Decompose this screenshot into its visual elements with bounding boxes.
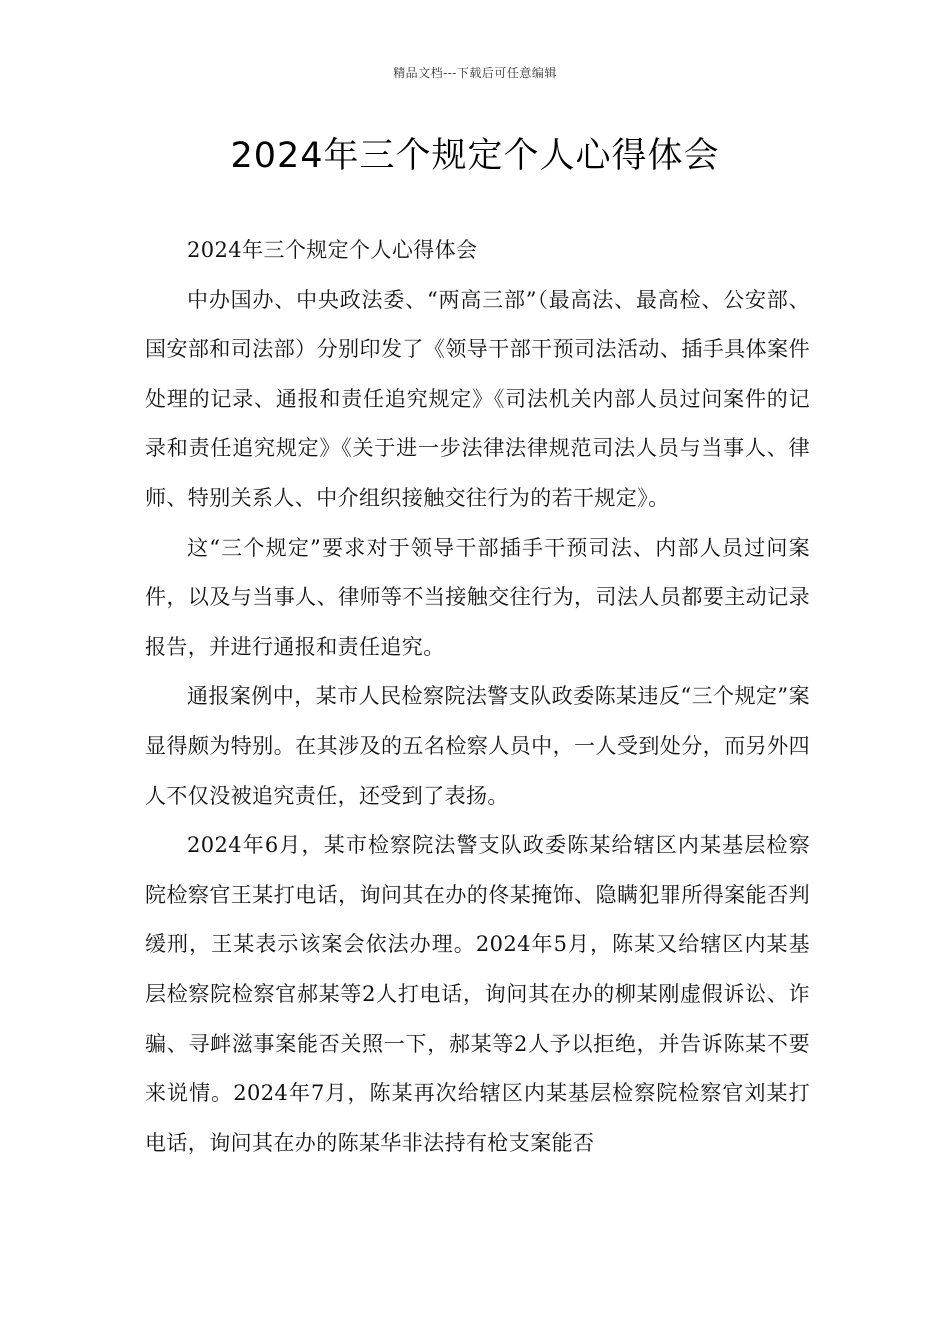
body-paragraph: 中办国办、中央政法委、“两高三部”（最高法、最高检、公安部、国安部和司法部）分别印发了《领导干部干预司法活动、插手具体案件处理的记录、通报和责任追究规定》《司法机关内部人员过问案件的记录和责任追究规定》《关于进一步法律法律规范司法人员与当事人、律师、特别关系人、中介组织接触交往行为的若干规定》。 — [145, 287, 810, 510]
document-body — [145, 226, 810, 1168]
body-paragraph: 通报案例中，某市人民检察院法警支队政委陈某违反“三个规定”案显得颇为特别。在其涉及的五名检察人员中，一人受到处分，而另外四人不仅没被追究责任，还受到了表扬。 — [145, 684, 810, 808]
header-note: 精品文档---下载后可任意编辑 — [393, 66, 557, 80]
body-paragraph: 2024年三个规定个人心得体会 — [187, 238, 478, 262]
body-paragraph: 这“三个规定”要求对于领导干部插手干预司法、内部人员过问案件，以及与当事人、律师等不当接触交往行为，司法人员都要主动记录报告，并进行通报和责任追究。 — [145, 535, 810, 659]
document-title: 2024年三个规定个人心得体会 — [230, 136, 720, 176]
body-paragraph: 2024年6月，某市检察院法警支队政委陈某给辖区内某基层检察院检察官王某打电话，询问其在办的佟某掩饰、隐瞒犯罪所得案能否判缓刑，王某表示该案会依法办理。2024年5月，陈某又给辖区内某基层检察院检察官郝某等2人打电话，询问其在办的柳某刚虚假诉讼、诈骗、寻衅滋事案能否关照一下，郝某等2人予以拒绝，并告诉陈某不要来说情。2024年7月，陈某再次给辖区内某基层检察院检察官刘某打电话，询问其在办的陈某华非法持有枪支案能否 — [145, 833, 810, 1155]
